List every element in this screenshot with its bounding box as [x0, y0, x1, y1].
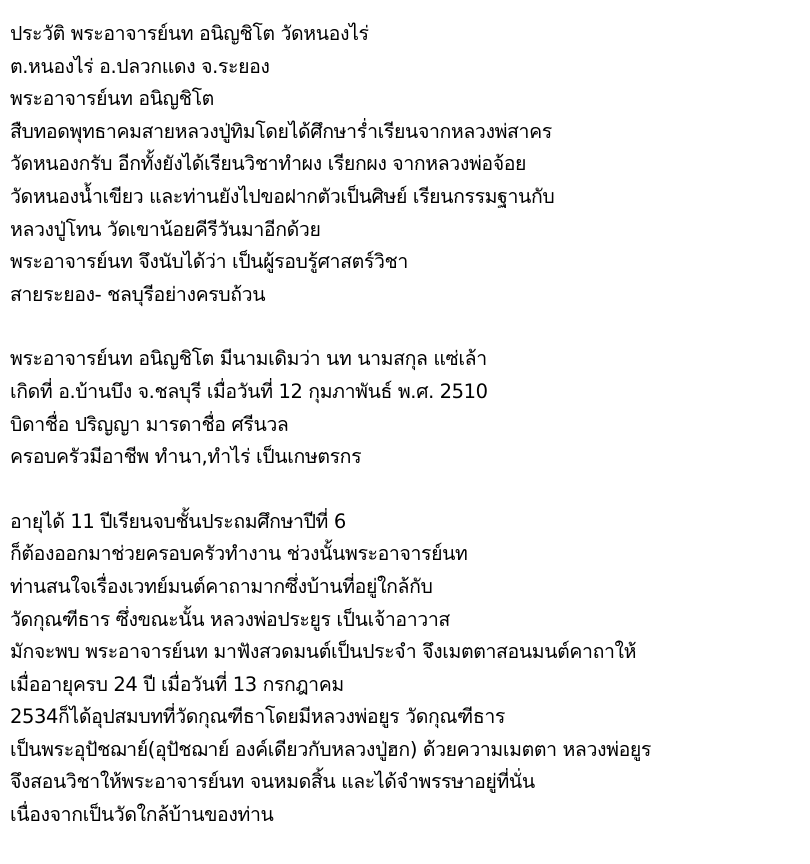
text-line: เนื่องจากเป็นวัดใกล้บ้านของท่าน	[10, 803, 274, 827]
biography-document	[10, 18, 802, 864]
text-line: พระอาจารย์นท จึงนับได้ว่า เป็นผู้รอบรู้ศาสตร์วิชา	[10, 250, 408, 274]
text-line: วัดหนองน้ำเขียว และท่านยังไปขอฝากตัวเป็นศิษย์ เรียนกรรมฐานกับ	[10, 184, 555, 208]
paragraph-intro	[10, 18, 802, 311]
text-line: สายระยอง- ชลบุรีอย่างครบถ้วน	[10, 282, 266, 306]
text-line: ประวัติ พระอาจารย์นท อนิญชิโต วัดหนองไร่	[10, 22, 369, 45]
text-line: เมื่ออายุครบ 24 ปี เมื่อวันที่ 13 กรกฎาคม	[10, 672, 344, 696]
text-line: เกิดที่ อ.บ้านบึง จ.ชลบุรี เมื่อวันที่ 12 กุมภาพันธ์ พ.ศ. 2510	[10, 379, 488, 403]
text-line: ครอบครัวมีอาชีพ ทำนา,ทำไร่ เป็นเกษตรกร	[10, 445, 362, 469]
text-line: วัดกุณฑีธาร ซึ่งขณะนั้น หลวงพ่อประยูร เป็นเจ้าอาวาส	[10, 607, 450, 631]
text-line: ต.หนองไร่ อ.ปลวกแดง จ.ระยอง	[10, 54, 270, 78]
text-line: พระอาจารย์นท อนิญชิโต มีนามเดิมว่า นท นามสกุล แซ่เล้า	[10, 347, 487, 371]
text-line: ท่านสนใจเรื่องเวทย์มนต์คาถามากซึ่งบ้านที่อยู่ใกล้กับ	[10, 574, 433, 598]
text-line: พระอาจารย์นท อนิญชิโต	[10, 87, 214, 111]
paragraph-ordination	[10, 506, 802, 832]
text-line: มักจะพบ พระอาจารย์นท มาฟังสวดมนต์เป็นประจำ จึงเมตตาสอนมนต์คาถาให้	[10, 640, 637, 664]
text-line: อายุได้ 11 ปีเรียนจบชั้นประถมศึกษาปีที่ 6	[10, 509, 346, 533]
paragraph-birth	[10, 343, 802, 473]
text-line: บิดาชื่อ ปริญญา มารดาชื่อ ศรีนวล	[10, 412, 289, 436]
text-line: จึงสอนวิชาให้พระอาจารย์นท จนหมดสิ้น และได้จำพรรษาอยู่ที่นั่น	[10, 770, 535, 794]
text-line: เป็นพระอุปัชฌาย์(อุปัชฌาย์ องค์เดียวกับหลวงปู่ฮก) ด้วยความเมตตา หลวงพ่อยูร	[10, 737, 652, 761]
text-line: ก็ต้องออกมาช่วยครอบครัวทำงาน ช่วงนั้นพระอาจารย์นท	[10, 542, 468, 566]
text-line: สืบทอดพุทธาคมสายหลวงปู่ทิมโดยได้ศึกษาร่ำเรียนจากหลวงพ่สาคร	[10, 119, 552, 143]
text-line: 2534ก็ได้อุปสมบทที่วัดกุณฑีธาโดยมีหลวงพ่อยูร วัดกุณฑีธาร	[10, 705, 505, 729]
text-line: หลวงปู่โทน วัดเขาน้อยคีรีวันมาอีกด้วย	[10, 217, 321, 241]
text-line: วัดหนองกรับ อีกทั้งยังได้เรียนวิชาทำผง เรียกผง จากหลวงพ่อจ้อย	[10, 152, 527, 176]
